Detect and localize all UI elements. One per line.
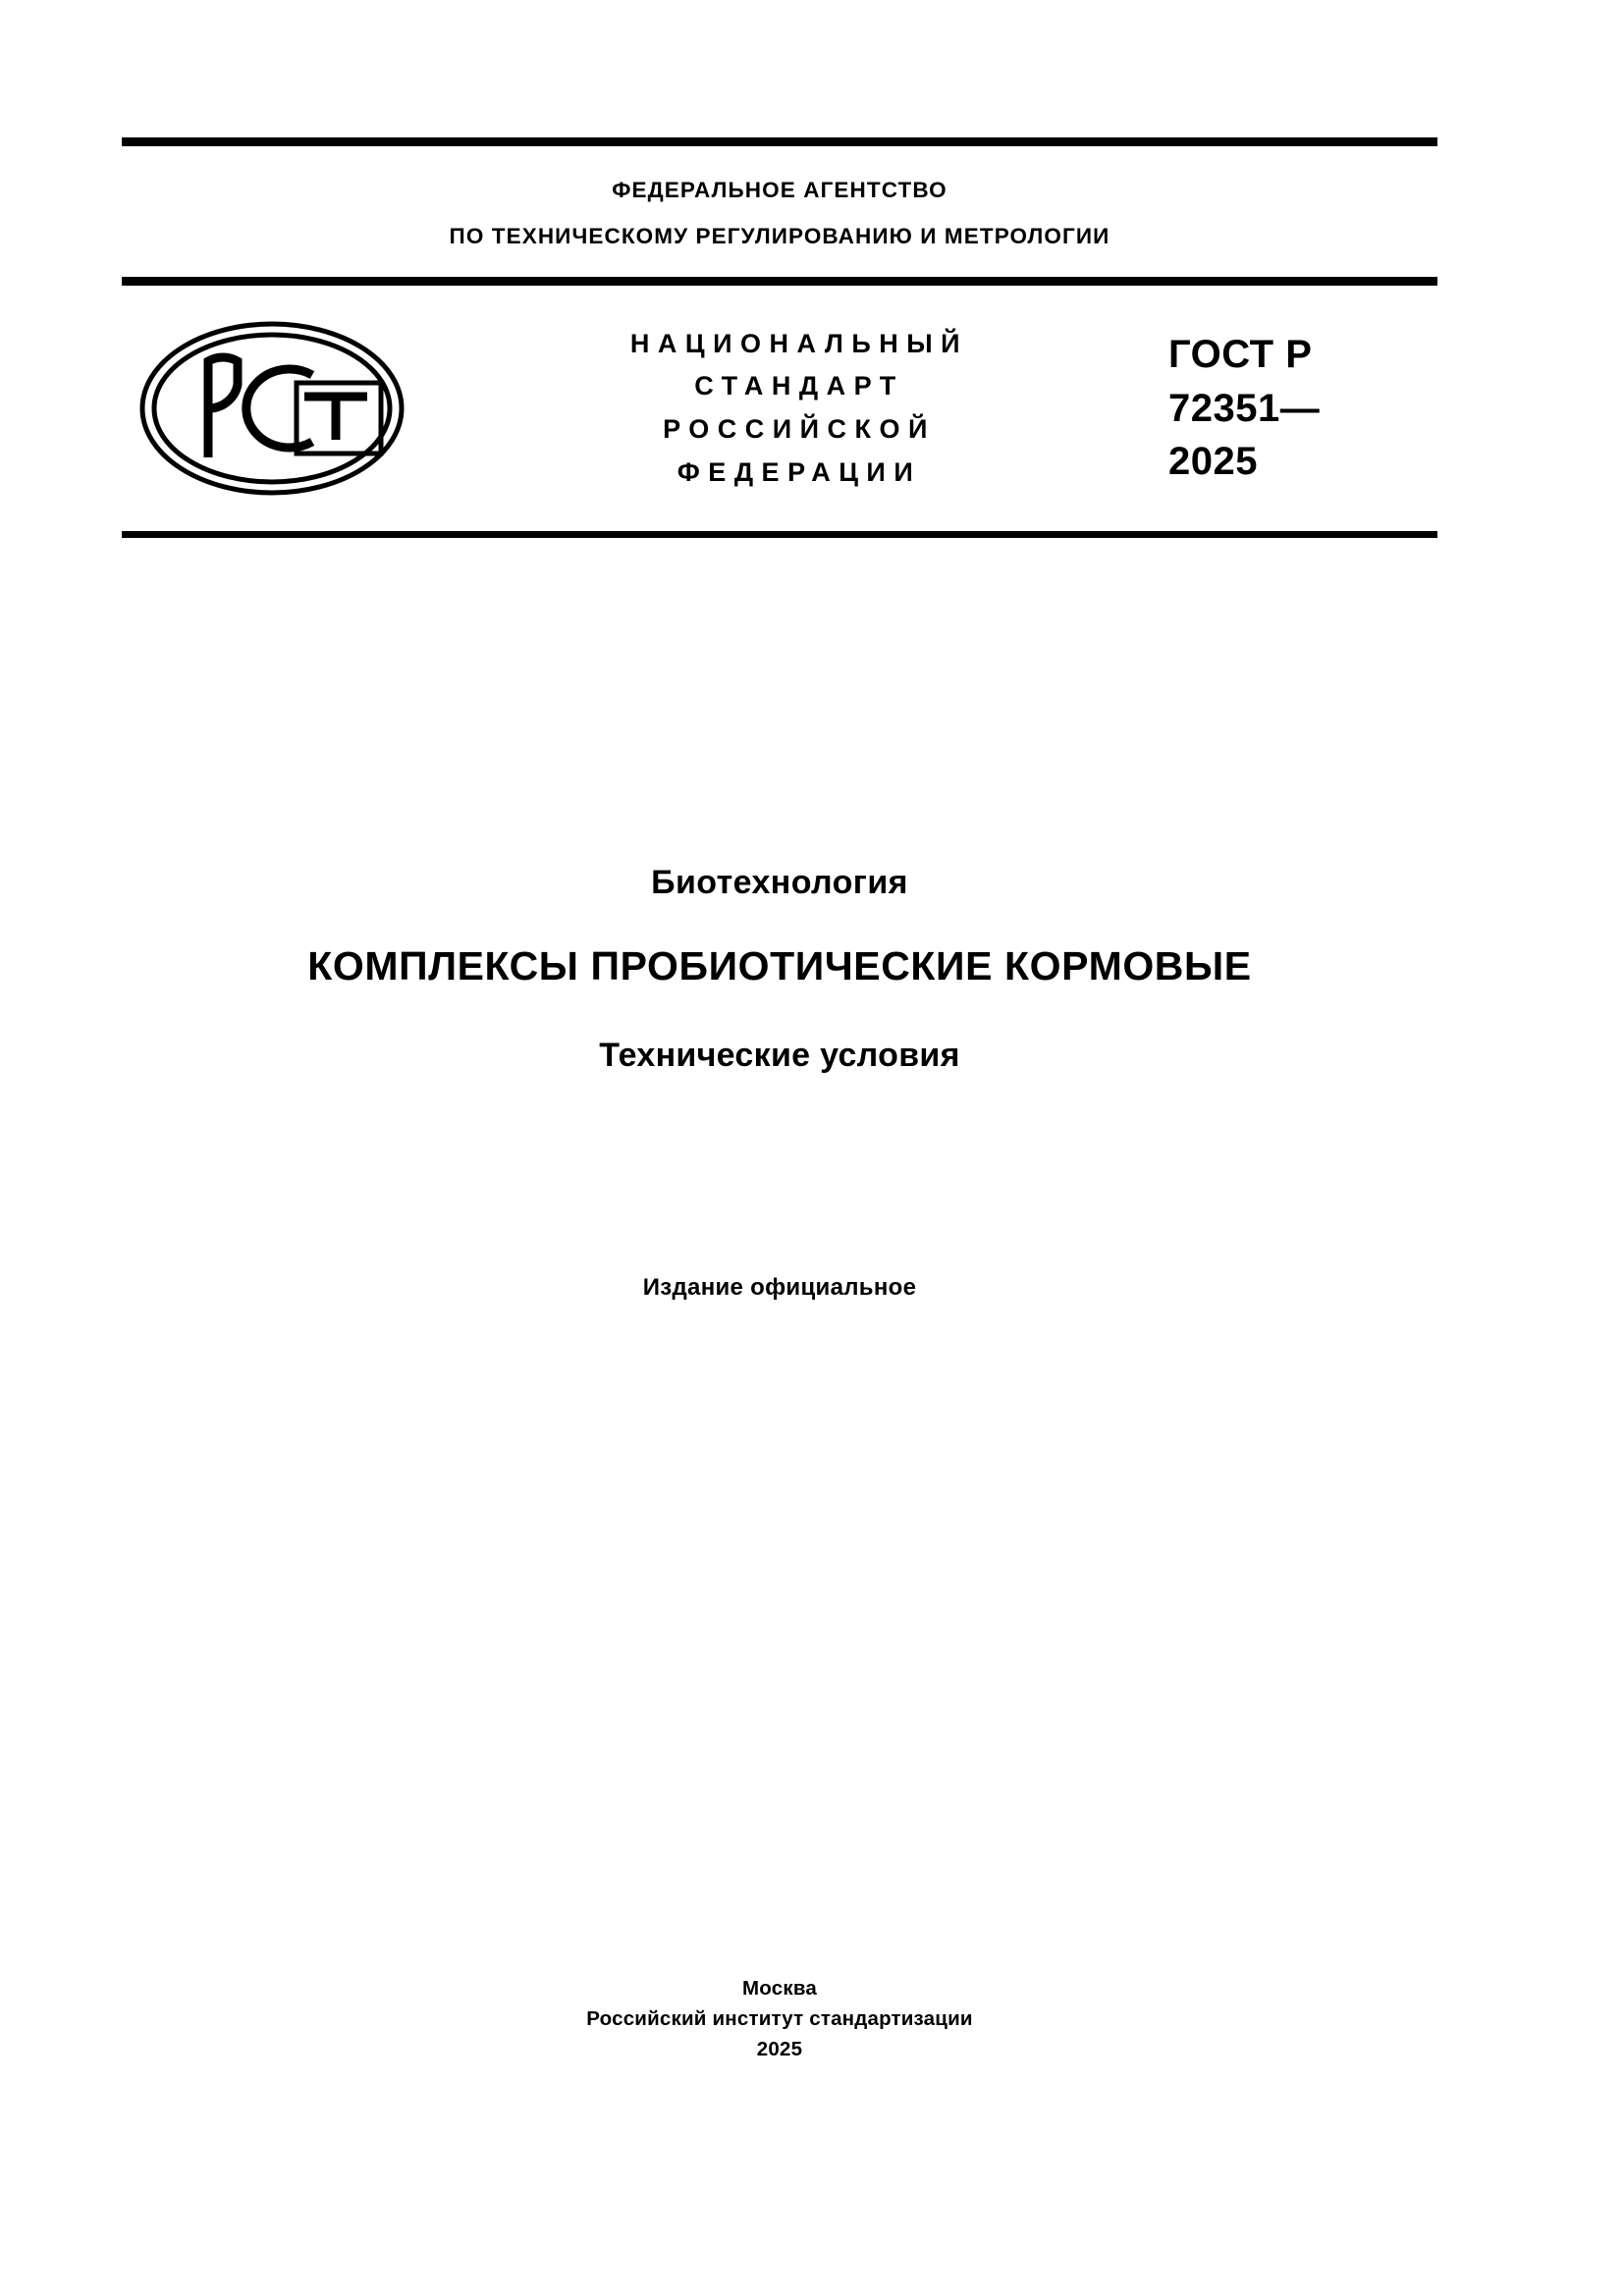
designation-line-2: 72351— (1168, 386, 1321, 430)
standard-designation (1143, 328, 1437, 488)
rosstandart-emblem-icon (122, 320, 426, 497)
national-standard-heading (426, 323, 1143, 495)
header-bottom-rule (122, 531, 1437, 538)
header-middle-rule (122, 277, 1437, 286)
document-titles (122, 864, 1437, 1075)
agency-line-1: ФЕДЕРАЛЬНОЕ АГЕНТСТВО (612, 178, 947, 202)
cover-header-block (122, 137, 1437, 538)
document-subtitle: Технические условия (599, 1037, 960, 1074)
national-standard-line-4: ФЕДЕРАЦИИ (677, 456, 922, 487)
designation-line-3: 2025 (1168, 440, 1258, 484)
issuing-agency (122, 146, 1437, 277)
designation-line-1: ГОСТ Р (1168, 333, 1313, 377)
imprint-publisher: Российский институт стандартизации (586, 2007, 973, 2031)
edition-note: Издание официальное (642, 1274, 917, 1301)
header-top-rule (122, 137, 1437, 146)
national-standard-line-3: РОССИЙСКОЙ (663, 414, 936, 444)
field-title: Биотехнология (651, 864, 908, 901)
imprint (122, 1973, 1437, 2064)
standard-identity-row (122, 286, 1437, 531)
imprint-city: Москва (742, 1977, 817, 2000)
national-standard-line-2: СТАНДАРТ (694, 371, 904, 401)
agency-line-2: ПО ТЕХНИЧЕСКОМУ РЕГУЛИРОВАНИЮ И МЕТРОЛОГИИ (449, 223, 1110, 248)
imprint-year: 2025 (756, 2038, 803, 2061)
national-standard-line-1: НАЦИОНАЛЬНЫЙ (629, 328, 969, 358)
page-title: КОМПЛЕКСЫ ПРОБИОТИЧЕСКИЕ КОРМОВЫЕ (307, 943, 1252, 988)
